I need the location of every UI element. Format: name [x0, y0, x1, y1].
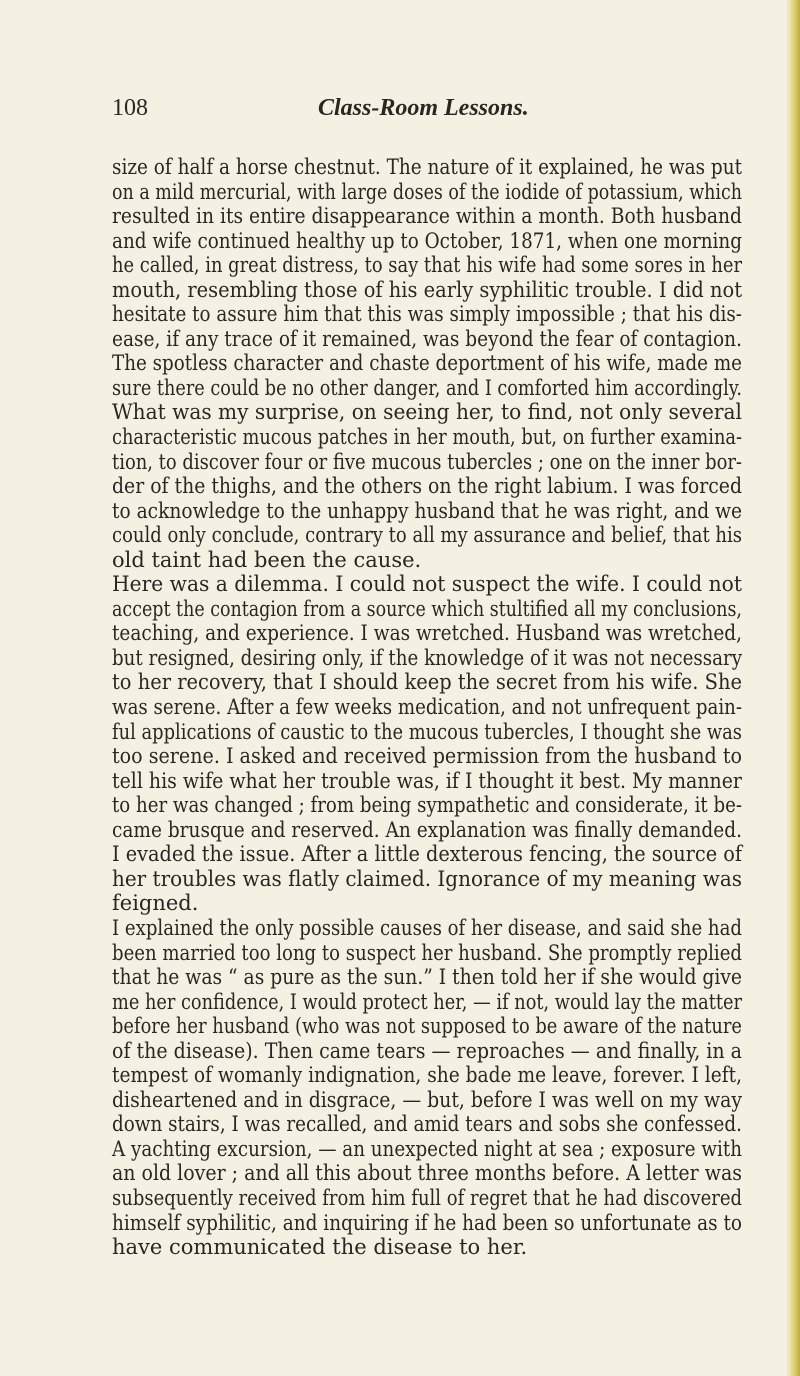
text-line: size of half a horse chestnut. The nature of it explained, he was put	[112, 155, 743, 179]
text-line: feigned.	[112, 891, 199, 916]
text-line: old taint had been the cause.	[112, 547, 422, 572]
text-line: tion, to discover four or five mucous tubercles ; one on the inner bor-	[112, 449, 742, 474]
text-line: to acknowledge to the unhappy husband that he was right, and we	[112, 498, 743, 523]
text-line: down stairs, I was recalled, and amid tears and sobs she confessed.	[112, 1112, 742, 1137]
body-text	[112, 155, 742, 1260]
text-line: he called, in great distress, to say that his wife had some sores in her	[112, 253, 743, 278]
text-line: to her was changed ; from being sympathetic and considerate, it be-	[112, 793, 743, 818]
text-line: hesitate to assure him that this was simply impossible ; that his dis-	[112, 302, 742, 327]
text-line: characteristic mucous patches in her mouth, but, on further examina-	[112, 425, 743, 450]
text-line: me her confidence, I would protect her, — if not, would lay the matter	[112, 989, 742, 1014]
text-line: that he was “ as pure as the sun.” I then told her if she would give	[112, 965, 743, 990]
text-line: The spotless character and chaste deportment of his wife, made me	[112, 351, 743, 376]
text-line: to her recovery, that I should keep the secret from his wife. She	[112, 670, 742, 695]
running-title: Class-Room Lessons.	[318, 95, 529, 121]
text-line: himself syphilitic, and inquiring if he had been so unfortunate as to	[112, 1210, 742, 1235]
text-line: been married too long to suspect her husband. She promptly replied	[112, 940, 742, 965]
text-line: but resigned, desiring only, if the knowledge of it was not necessary	[112, 645, 743, 670]
text-line: I evaded the issue. After a little dexterous fencing, the source of	[112, 842, 743, 867]
text-line: have communicated the disease to her.	[112, 1235, 528, 1260]
text-line: and wife continued healthy up to October, 1871, when one morning	[112, 228, 743, 253]
text-line: sure there could be no other danger, and I comforted him accordingly.	[112, 375, 742, 400]
text-line: subsequently received from him full of regret that he had discovered	[112, 1185, 743, 1210]
text-line: came brusque and reserved. An explanation was finally demanded.	[112, 817, 742, 842]
text-line: mouth, resembling those of his early syphilitic trouble. I did not	[112, 277, 743, 302]
text-line: an old lover ; and all this about three months before. A letter was	[112, 1161, 742, 1186]
paragraph-start-line: Here was a dilemma. I could not suspect the wife. I could not	[112, 572, 742, 597]
text-line: disheartened and in disgrace, — but, before I was well on my way	[112, 1087, 743, 1112]
text-line: before her husband (who was not supposed to be aware of the nature	[112, 1014, 742, 1039]
text-line: der of the thighs, and the others on the right labium. I was forced	[112, 474, 743, 499]
text-line: could only conclude, contrary to all my assurance and belief, that his	[112, 523, 743, 548]
text-line: on a mild mercurial, with large doses of the iodide of potassium, which	[112, 179, 743, 204]
text-line: tell his wife what her trouble was, if I thought it best. My manner	[112, 768, 742, 793]
text-line: too serene. I asked and received permission from the husband to	[112, 744, 742, 769]
text-line: ease, if any trace of it remained, was beyond the fear of contagion.	[112, 326, 742, 351]
text-line: accept the contagion from a source which stultified all my conclusions,	[112, 596, 742, 621]
page-number: 108	[112, 95, 148, 121]
text-line: of the disease). Then came tears — reproaches — and finally, in a	[112, 1038, 742, 1063]
paragraph-start-line: What was my surprise, on seeing her, to find, not only several	[112, 400, 742, 425]
text-line: ful applications of caustic to the mucous tubercles, I thought she was	[112, 719, 742, 744]
page-edge	[786, 0, 800, 1376]
paragraph-start-line: I explained the only possible causes of her disease, and said she had	[112, 915, 742, 940]
text-line: resulted in its entire disappearance within a month. Both husband	[112, 204, 743, 229]
text-line: her troubles was flatly claimed. Ignorance of my meaning was	[112, 866, 742, 891]
text-line: was serene. After a few weeks medication, and not unfrequent pain-	[112, 695, 743, 720]
text-line: tempest of womanly indignation, she bade me leave, forever. I left,	[112, 1063, 742, 1088]
text-line: teaching, and experience. I was wretched. Husband was wretched,	[112, 621, 743, 646]
running-head	[112, 93, 714, 123]
text-line: A yachting excursion, — an unexpected night at sea ; exposure with	[112, 1136, 743, 1161]
